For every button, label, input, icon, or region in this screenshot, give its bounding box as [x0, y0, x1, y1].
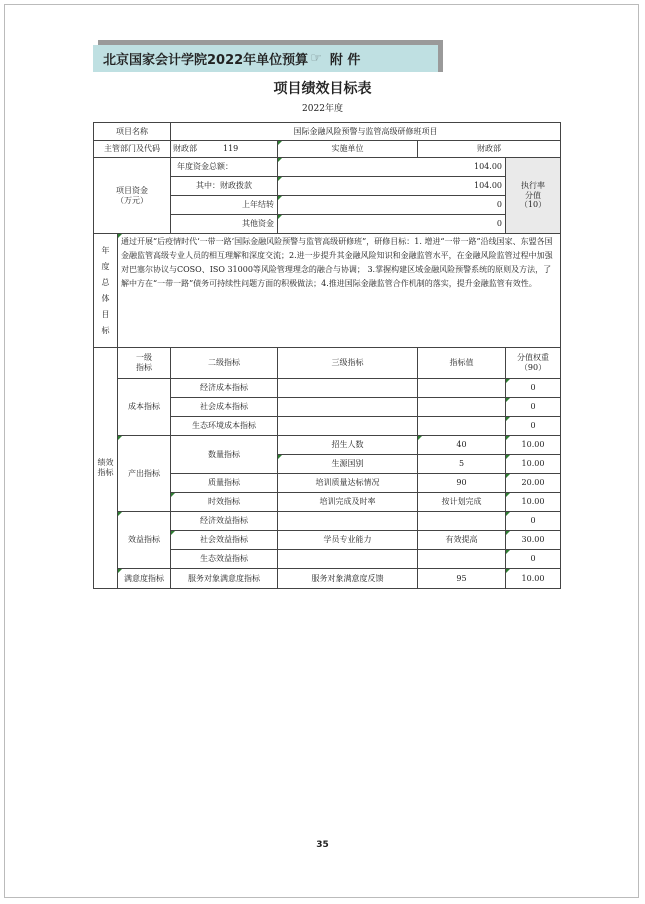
cost-indicator-label: 成本指标 [118, 379, 171, 436]
level2-cell: 经济效益指标 [171, 512, 278, 531]
satisfaction-indicator-label: 满意度指标 [118, 569, 171, 589]
weight-cell: 30.00 [506, 531, 561, 550]
annual-goal-text: 通过开展“后疫情时代‘一带一路’国际金融风险预警与监管高级研修班”，研修目标：1. 增进“一带一路”沿线国家、东盟各国金融监管高级专业人员的相互理解和深度交流；2.进一步提升其金融风险知识和金融监管水平，在金融风险监管过程中加强对巴塞尔协议与COSO、ISO 31000等风险管理理念的融合与协调； 3.掌握构建区域金融风险预警系统的原则及方法，了解中方在“一带一路”债务可持续性问题方面的积极做法；4.推进国际金融监管合作机制的落实，提升金融监管有效性。 [118, 234, 561, 348]
level2-cell: 经济成本指标 [171, 379, 278, 398]
level3-cell [278, 417, 418, 436]
exec-rate-label: 执行率 分值 （10） [506, 158, 561, 234]
value-cell [418, 398, 506, 417]
header-value: 指标值 [418, 348, 506, 379]
header-level3: 三级指标 [278, 348, 418, 379]
level3-cell: 培训完成及时率 [278, 493, 418, 512]
fund-item-value: 104.00 [278, 158, 506, 177]
indicator-row [94, 436, 561, 455]
fund-item-value: 0 [278, 215, 506, 234]
weight-cell: 10.00 [506, 436, 561, 455]
level2-cell: 时效指标 [171, 493, 278, 512]
dept-label: 主管部门及代码 [94, 141, 171, 158]
impl-unit-label: 实施单位 [278, 141, 418, 158]
banner-title: 北京国家会计学院2022年单位预算 [103, 53, 309, 68]
level3-cell [278, 512, 418, 531]
header-level2: 二级指标 [171, 348, 278, 379]
weight-cell: 20.00 [506, 474, 561, 493]
indicator-row [94, 569, 561, 589]
fund-item-value: 0 [278, 196, 506, 215]
quantity-indicator-label: 数量指标 [171, 436, 278, 474]
value-cell: 按计划完成 [418, 493, 506, 512]
annual-goal-row [94, 234, 561, 348]
level2-cell: 社会效益指标 [171, 531, 278, 550]
project-name-row [94, 123, 561, 141]
level3-cell [278, 398, 418, 417]
fund-row-total [94, 158, 561, 177]
weight-cell: 0 [506, 550, 561, 569]
weight-cell: 10.00 [506, 493, 561, 512]
indicator-row [94, 512, 561, 531]
header-banner [93, 45, 438, 72]
impl-unit-value: 财政部 [418, 141, 561, 158]
weight-cell: 0 [506, 512, 561, 531]
weight-cell: 0 [506, 379, 561, 398]
level3-cell: 服务对象满意度反馈 [278, 569, 418, 589]
level2-cell: 质量指标 [171, 474, 278, 493]
project-name-label: 项目名称 [94, 123, 171, 141]
value-cell: 95 [418, 569, 506, 589]
value-cell: 90 [418, 474, 506, 493]
output-indicator-label: 产出指标 [118, 436, 171, 512]
value-cell: 有效提高 [418, 531, 506, 550]
value-cell [418, 379, 506, 398]
pointing-hand-icon: ☞ [310, 51, 322, 66]
value-cell: 5 [418, 455, 506, 474]
dept-value [171, 141, 278, 158]
fund-item-label: 上年结转 [171, 196, 278, 215]
level2-cell: 生态效益指标 [171, 550, 278, 569]
benefit-indicator-label: 效益指标 [118, 512, 171, 569]
value-cell: 40 [418, 436, 506, 455]
weight-cell: 0 [506, 398, 561, 417]
level2-cell: 生态环境成本指标 [171, 417, 278, 436]
weight-cell: 10.00 [506, 455, 561, 474]
fund-item-label: 其他资金 [171, 215, 278, 234]
indicator-header-row [94, 348, 561, 379]
header-weight: 分值权重 （90） [506, 348, 561, 379]
fund-label: 项目资金 （万元） [94, 158, 171, 234]
level3-cell: 生源国别 [278, 455, 418, 474]
level3-cell [278, 379, 418, 398]
value-cell [418, 417, 506, 436]
dept-code: 119 [223, 144, 239, 154]
weight-cell: 10.00 [506, 569, 561, 589]
perf-label: 绩效 指标 [94, 348, 118, 589]
level3-cell: 培训质量达标情况 [278, 474, 418, 493]
dept-name: 财政部 [173, 144, 197, 154]
weight-cell: 0 [506, 417, 561, 436]
dept-row [94, 141, 561, 158]
level2-cell: 社会成本指标 [171, 398, 278, 417]
annual-goal-label: 年 度 总 体 目 标 [94, 234, 118, 348]
page-number: 35 [316, 840, 329, 850]
fund-item-label: 其中：财政拨款 [171, 177, 278, 196]
performance-table [93, 122, 561, 589]
fund-item-label: 年度资金总额： [171, 158, 278, 177]
value-cell [418, 512, 506, 531]
fund-item-value: 104.00 [278, 177, 506, 196]
level3-cell [278, 550, 418, 569]
level2-cell: 服务对象满意度指标 [171, 569, 278, 589]
year-label: 2022年度 [302, 104, 343, 114]
project-name-value: 国际金融风险预警与监管高级研修班项目 [171, 123, 561, 141]
header-level1: 一级 指标 [118, 348, 171, 379]
level3-cell: 招生人数 [278, 436, 418, 455]
indicator-row [94, 379, 561, 398]
level3-cell: 学员专业能力 [278, 531, 418, 550]
value-cell [418, 550, 506, 569]
banner-annex: 附 件 [329, 53, 361, 68]
page-title: 项目绩效目标表 [273, 81, 372, 97]
